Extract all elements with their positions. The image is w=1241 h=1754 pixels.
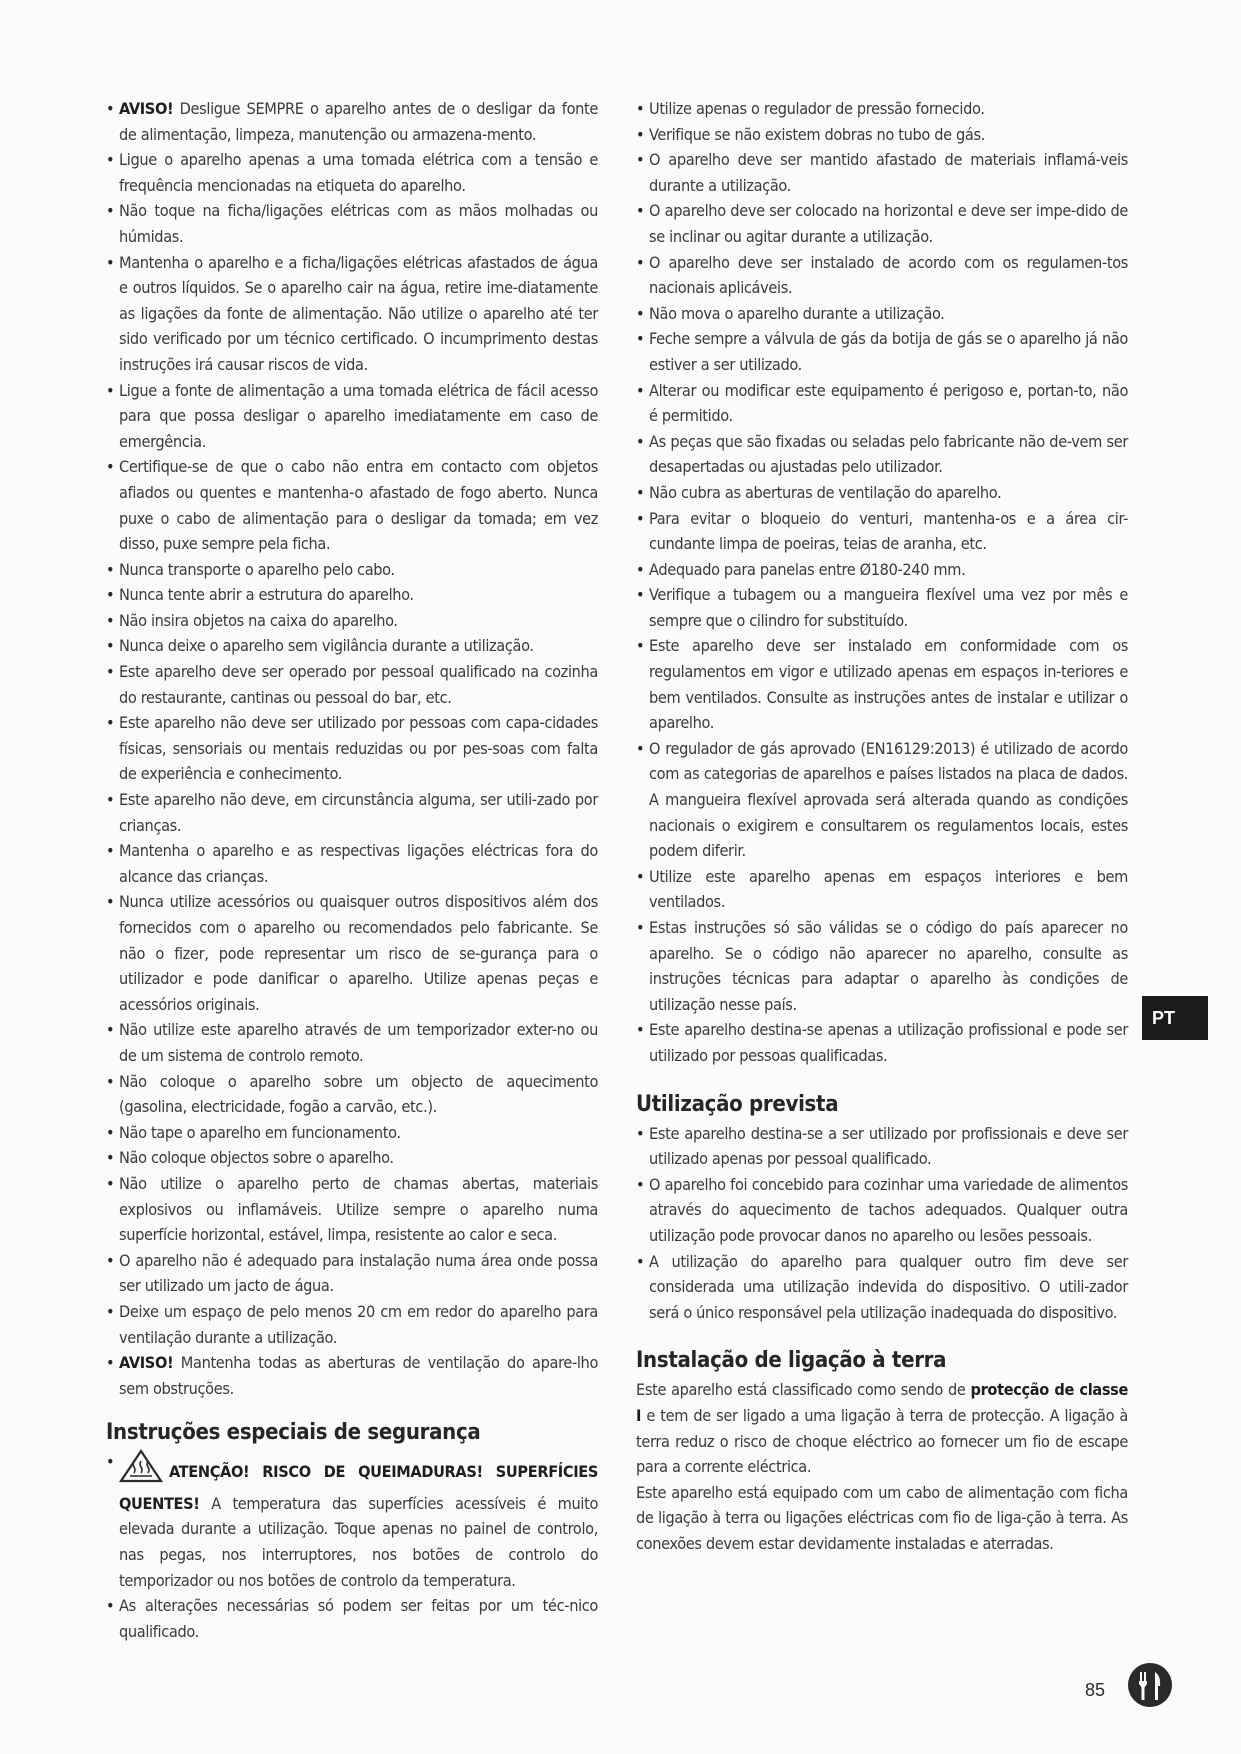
grounding-paragraph-2: Este aparelho está equipado com um cabo de alimentação com ficha de ligação à terra ou ligações eléctricas com fio de liga-ção à terra. As conexões devem estar devidamente instaladas e aterradas.	[636, 1482, 1128, 1553]
left-column	[106, 96, 598, 1644]
list-item: • As alterações necessárias só podem ser feitas por um téc-nico qualificado.	[106, 1593, 598, 1644]
list-item: • Adequado para panelas entre Ø180-240 mm.	[636, 557, 1128, 583]
list-item: • Feche sempre a válvula de gás da botija de gás se o aparelho já não estiver a ser utilizado.	[636, 326, 1128, 377]
list-item: • Certifique-se de que o cabo não entra em contacto com objetos afiados ou quentes e mantenha-o afastado de fogo aberto. Nunca puxe o cabo de alimentação para o desligar da tomada; em vez disso, puxe sempre pela ficha.	[106, 454, 598, 556]
list-item: • Utilize apenas o regulador de pressão fornecido.	[636, 96, 1128, 122]
list-item: • Nunca utilize acessórios ou quaisquer outros dispositivos além dos fornecidos com o aparelho ou recomendados pelo fabricante. Se não o fizer, pode representar um risco de se-gurança para o utilizador e pode danificar o aparelho. Utilize apenas peças e acessórios originais.	[106, 889, 598, 1017]
list-item: • Mantenha o aparelho e as respectivas ligações eléctricas fora do alcance das crianças.	[106, 838, 598, 889]
list-item: • O regulador de gás aprovado (EN16129:2013) é utilizado de acordo com as categorias de aparelhos e países listados na placa de dados. A mangueira flexível aprovada será alterada quando as condições nacionais o exigirem e consultarem os regulamentos locais, estes podem diferir.	[636, 736, 1128, 864]
list-item: • Ligue o aparelho apenas a uma tomada elétrica com a tensão e frequência mencionadas na etiqueta do aparelho.	[106, 147, 598, 198]
list-item: • Não coloque o aparelho sobre um objecto de aquecimento (gasolina, electricidade, fogão a carvão, etc.).	[106, 1069, 598, 1120]
language-tab: PT	[1142, 996, 1208, 1040]
list-item: • A utilização do aparelho para qualquer outro fim deve ser considerada uma utilização indevida do dispositivo. O utili-zador será o único responsável pela utilização inadequada do dispositivo.	[636, 1249, 1128, 1326]
gas-safety-list	[636, 96, 1128, 1069]
list-item: • Não utilize o aparelho perto de chamas abertas, materiais explosivos ou inflamáveis. Utilize sempre o aparelho numa superfície horizontal, estável, limpa, resistente ao calor e seca.	[106, 1171, 598, 1248]
list-item: • Este aparelho não deve, em circunstância alguma, ser utili-zado por crianças.	[106, 787, 598, 838]
list-item: • Não utilize este aparelho através de um temporizador exter-no ou de um sistema de controlo remoto.	[106, 1017, 598, 1068]
list-item: • O aparelho não é adequado para instalação numa área onde possa ser utilizado um jacto de água.	[106, 1248, 598, 1299]
safety-list-left	[106, 96, 598, 1401]
special-safety-list	[106, 1449, 598, 1644]
list-item: • Este aparelho não deve ser utilizado por pessoas com capa-cidades físicas, sensoriais ou mentais reduzidas ou por pes-soas com falta de experiência e conhecimento.	[106, 710, 598, 787]
list-item: • Este aparelho destina-se apenas a utilização profissional e pode ser utilizado por pessoas qualificadas.	[636, 1017, 1128, 1068]
list-item: • O aparelho deve ser mantido afastado de materiais inflamá-veis durante a utilização.	[636, 147, 1128, 198]
intended-use-heading: Utilização prevista	[636, 1091, 839, 1117]
intended-use-list	[636, 1121, 1128, 1326]
list-item: • Ligue a fonte de alimentação a uma tomada elétrica de fácil acesso para que possa desligar o aparelho imediatamente em caso de emergência.	[106, 378, 598, 455]
list-item: • Utilize este aparelho apenas em espaços interiores e bem ventilados.	[636, 864, 1128, 915]
list-item: • O aparelho deve ser instalado de acordo com os regulamen-tos nacionais aplicáveis.	[636, 250, 1128, 301]
list-item: • Não mova o aparelho durante a utilização.	[636, 301, 1128, 327]
list-item: • Deixe um espaço de pelo menos 20 cm em redor do aparelho para ventilação durante a utilização.	[106, 1299, 598, 1350]
list-item: • Para evitar o bloqueio do venturi, mantenha-os e a área cir-cundante limpa de poeiras, teias de aranha, etc.	[636, 506, 1128, 557]
list-item: • Alterar ou modificar este equipamento é perigoso e, portan-to, não é permitido.	[636, 378, 1128, 429]
hot-surface-warning-icon	[119, 1449, 163, 1491]
grounding-paragraph-1: Este aparelho está classificado como sendo de protecção de classe I e tem de ser ligado a uma ligação à terra de protecção. A ligação à terra reduz o risco de choque eléctrico ao fornecer um fio de escape para a corrente eléctrica.	[636, 1380, 1128, 1477]
list-item: • Mantenha o aparelho e a ficha/ligações elétricas afastados de água e outros líquidos. Se o aparelho cair na água, retire ime-diatamente as ligações da fonte de alimentação. Não utilize o aparelho até ter sido verificado por um técnico certificado. O incumprimento destas instruções irá causar riscos de vida.	[106, 250, 598, 378]
list-item: • Nunca tente abrir a estrutura do aparelho.	[106, 582, 598, 608]
list-item: • Não tape o aparelho em funcionamento.	[106, 1120, 598, 1146]
list-item: • Nunca transporte o aparelho pelo cabo.	[106, 557, 598, 583]
list-item: • O aparelho deve ser colocado na horizontal e deve ser impe-dido de se inclinar ou agitar durante a utilização.	[636, 198, 1128, 249]
list-item: • Este aparelho deve ser instalado em conformidade com os regulamentos em vigor e utilizado apenas em espaços in-teriores e bem ventilados. Consulte as instruções antes de instalar e utilizar o aparelho.	[636, 633, 1128, 735]
list-item: • As peças que são fixadas ou seladas pelo fabricante não de-vem ser desapertadas ou ajustadas pelo utilizador.	[636, 429, 1128, 480]
page-number: 85	[1085, 1680, 1106, 1700]
list-item: • Este aparelho destina-se a ser utilizado por profissionais e deve ser utilizado apenas por pessoal qualificado.	[636, 1121, 1128, 1172]
right-column	[636, 96, 1128, 1556]
list-item: • O aparelho foi concebido para cozinhar uma variedade de alimentos através do aquecimento de tachos adequados. Qualquer outra utilização pode provocar danos no aparelho ou lesões pessoais.	[636, 1172, 1128, 1249]
list-item: • ATENÇÃO! RISCO DE QUEIMADURAS! SUPERFÍCIES QUENTES! A temperatura das superfícies acessíveis é muito elevada durante a utilização. Toque apenas no painel de controlo, nas pegas, nos interruptores, nos botões de controlo do temporizador ou nos botões de controlo da temperatura.	[106, 1449, 598, 1593]
list-item: • Não cubra as aberturas de ventilação do aparelho.	[636, 480, 1128, 506]
list-item: • Não insira objetos na caixa do aparelho.	[106, 608, 598, 634]
grounding-heading: Instalação de ligação à terra	[636, 1348, 947, 1374]
list-item: • Não coloque objectos sobre o aparelho.	[106, 1145, 598, 1171]
list-item: • Este aparelho deve ser operado por pessoal qualificado na cozinha do restaurante, cantinas ou pessoal do bar, etc.	[106, 659, 598, 710]
list-item: • Verifique se não existem dobras no tubo de gás.	[636, 122, 1128, 148]
list-item: • Não toque na ficha/ligações elétricas com as mãos molhadas ou húmidas.	[106, 198, 598, 249]
list-item: • AVISO! Mantenha todas as aberturas de ventilação do apare-lho sem obstruções.	[106, 1350, 598, 1401]
special-safety-heading: Instruções especiais de segurança	[106, 1420, 481, 1446]
list-item: • AVISO! Desligue SEMPRE o aparelho antes de o desligar da fonte de alimentação, limpeza, manutenção ou armazena-mento.	[106, 96, 598, 147]
list-item: • Verifique a tubagem ou a mangueira flexível uma vez por mês e sempre que o cilindro for substituído.	[636, 582, 1128, 633]
list-item: • Nunca deixe o aparelho sem vigilância durante a utilização.	[106, 633, 598, 659]
cutlery-logo-icon	[1127, 1662, 1173, 1712]
list-item: • Estas instruções só são válidas se o código do país aparecer no aparelho. Se o código não aparecer no aparelho, consulte as instruções técnicas para adaptar o aparelho às condições de utilização nesse país.	[636, 915, 1128, 1017]
